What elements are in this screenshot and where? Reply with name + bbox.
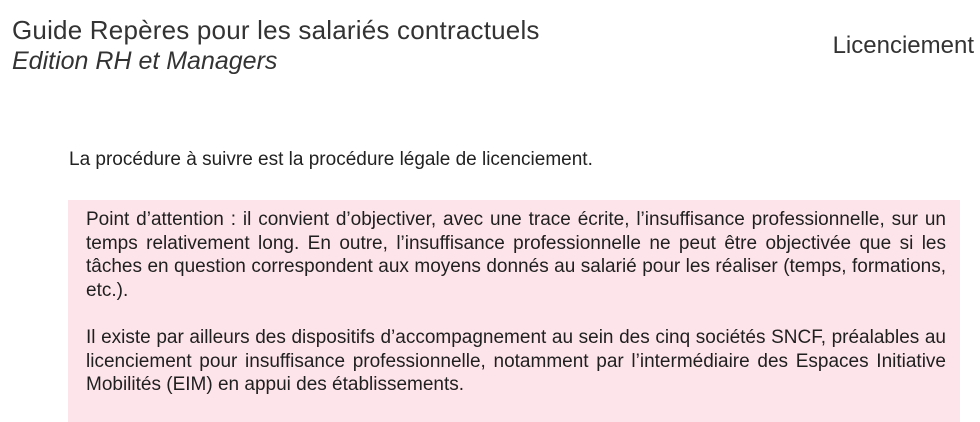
section-title: Licenciement <box>832 32 974 59</box>
callout-lead-separator: : <box>223 209 243 230</box>
callout-paragraph-1-text: il convient d’objectiver, avec une trace écrite, l’insuffisance professionnelle, sur un temps relativement long. En outre, l’insuffisance professionnelle ne peut être objectivée que si les tâches en question correspondent aux moyens donnés au salarié pour les réaliser (temps, formations, etc.). <box>86 209 946 301</box>
intro-paragraph: La procédure à suivre est la procédure légale de licenciement. <box>69 149 593 170</box>
callout-lead-label: Point d’attention <box>86 209 224 230</box>
guide-subtitle: Edition RH et Managers <box>12 47 278 75</box>
guide-title: Guide Repères pour les salariés contractuels <box>12 15 540 45</box>
callout-paragraph-2: Il existe par ailleurs des dispositifs d’accompagnement au sein des cinq sociétés SNCF, préalables au licenciement pour insuffisance professionnelle, notamment par l’intermédiaire des Espaces Initiative Mobilités (EIM) en appui des établissements. <box>86 327 946 395</box>
attention-callout <box>68 200 960 422</box>
document-header <box>12 14 732 77</box>
callout-paragraph-1 <box>86 208 946 302</box>
